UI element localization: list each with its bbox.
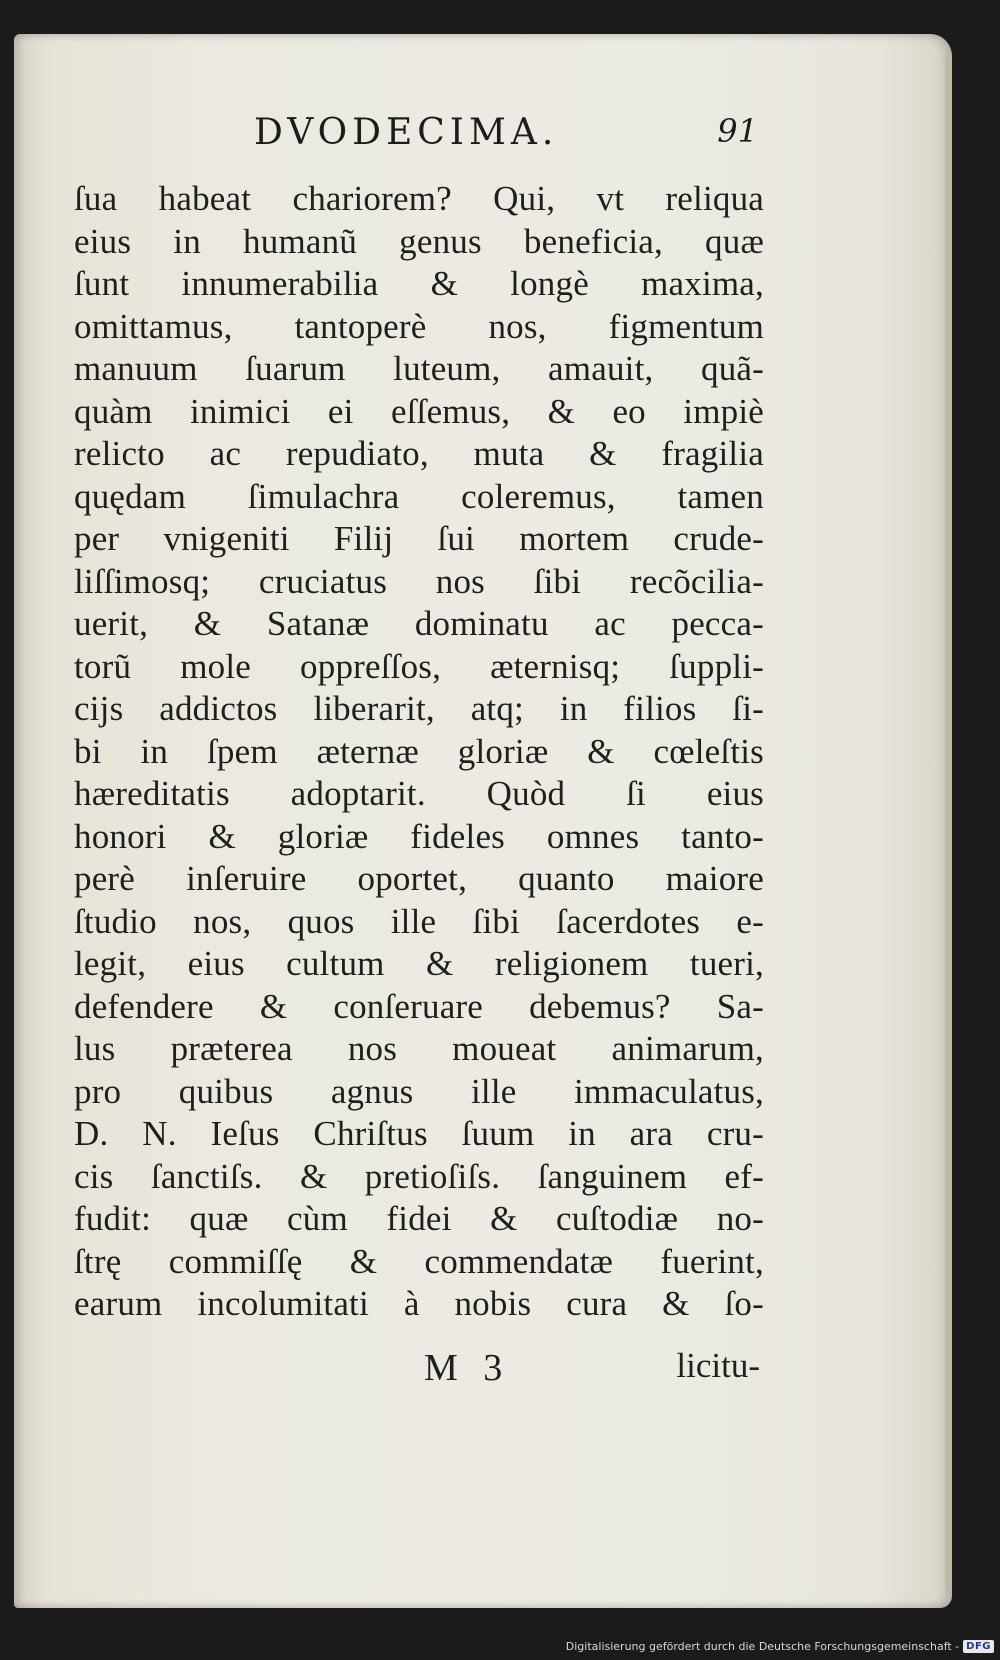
text-line: eius in humanũ genus beneficia, quæ [74,221,764,261]
text-line: liſſimosq; cruciatus nos ſibi recõcilia- [74,561,764,601]
body-text [74,178,764,1326]
text-line: pro quibus agnus ille immaculatus, [74,1071,764,1111]
text-line: torũ mole oppreſſos, æternisq; ſuppli- [74,646,764,686]
direction-line [74,1346,764,1396]
catchword: licitu- [676,1346,760,1385]
text-line: hæreditatis adoptarit. Quòd ſi eius [74,774,764,813]
page-number: 91 [717,112,758,150]
text-line: legit, eius cultum & religionem tueri, [74,944,764,983]
text-line: ſua habeat chariorem? Qui, vt reliqua [74,179,764,218]
signature-mark: M 3 [424,1347,511,1389]
text-line: fudit: quæ cùm fidei & cuſtodiæ no- [74,1199,764,1238]
text-line: ſtrę commiſſę & commendatæ fuerint, [74,1241,764,1281]
text-line: perè inſeruire oportet, quanto maiore [74,859,764,898]
book-page [14,34,952,1608]
text-line: manuum ſuarum luteum, amauit, quã- [74,349,764,388]
text-line: omittamus, tantoperè nos, figmentum [74,306,764,346]
text-line: quàm inimici ei eſſemus, & eo impiè [74,391,764,431]
text-line: relicto ac repudiato, muta & fragilia [74,434,764,473]
text-line: honori & gloriæ fideles omnes tanto- [74,816,764,856]
text-line: D. N. Ieſus Chriſtus ſuum in ara cru- [74,1114,764,1153]
text-line: ſtudio nos, quos ille ſibi ſacerdotes e- [74,901,764,941]
text-line: bi in ſpem æternæ gloriæ & cœleſtis [74,731,764,771]
text-line: uerit, & Satanæ dominatu ac pecca- [74,604,764,643]
digitization-credit [566,1636,994,1656]
text-line: cijs addictos liberarit, atq; in filios ſi- [74,689,764,728]
text-line: quędam ſimulachra coleremus, tamen [74,476,764,516]
running-head-title: DVODECIMA. [254,112,559,153]
text-line: defendere & conſeruare debemus? Sa- [74,986,764,1026]
text-line: per vnigeniti Filij ſui mortem crude- [74,519,764,558]
text-line: lus præterea nos moueat animarum, [74,1029,764,1068]
credit-text: Digitalisierung gefördert durch die Deutsche Forschungsgemeinschaft - [565,1639,960,1653]
dfg-logo: DFG [963,1640,994,1653]
text-line: earum incolumitati à nobis cura & ſo- [74,1284,764,1323]
text-line: ſunt innumerabilia & longè maxima, [74,264,764,303]
page-edge [946,52,952,1592]
text-line: cis ſanctiſs. & pretioſiſs. ſanguinem ef- [74,1156,764,1196]
running-head [74,112,764,172]
